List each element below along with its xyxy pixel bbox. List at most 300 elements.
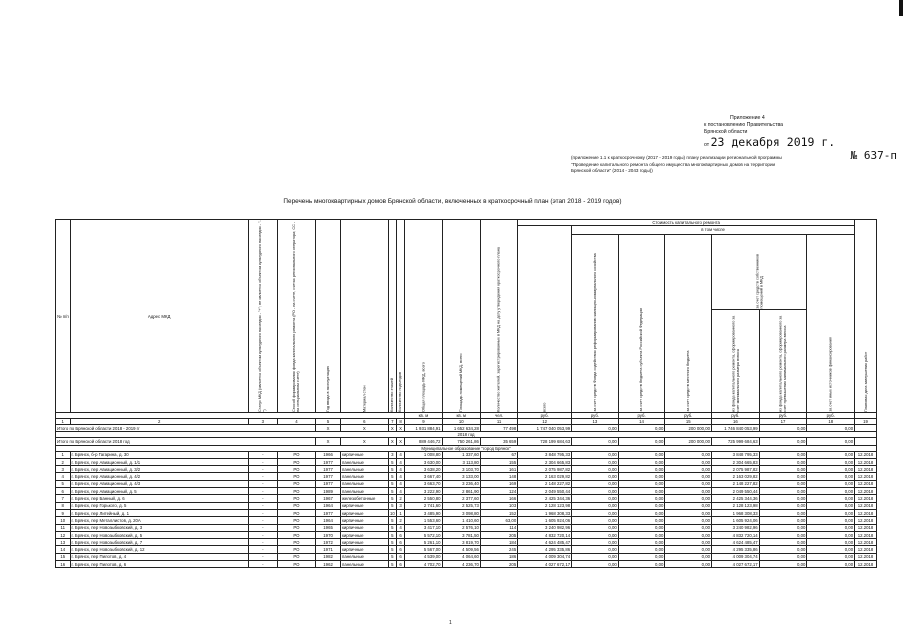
row-method: РО — [277, 553, 315, 560]
total-all-over: 0,00 — [759, 425, 807, 432]
total-2018-other: 0,00 — [807, 438, 855, 445]
row-area-premises: 2 525,73 — [442, 502, 480, 509]
row-fund-tsg: 0,00 — [572, 458, 619, 465]
row-fund-other: 0,00 — [807, 546, 855, 553]
row-num: 6 — [56, 488, 71, 495]
row-deadline: 12.2018 — [855, 466, 877, 473]
row-address: г. Брянск, б-р Гагарина, д. 30 — [70, 451, 248, 458]
total-all-tsg: 0,00 — [572, 425, 619, 432]
row-material: панельные — [341, 488, 389, 495]
total-2018-min: 725 999 684,63 — [712, 438, 760, 445]
table-row — [56, 553, 877, 560]
row-fund-min: 1 605 924,06 — [712, 517, 760, 524]
row-residents: 166 — [480, 495, 517, 502]
row-deadline: 12.2018 — [855, 480, 877, 487]
row-area-premises: 4 236,70 — [442, 561, 480, 568]
row-cost-total: 4 832 720,14 — [518, 531, 572, 538]
row-fund-local: 0,00 — [665, 502, 712, 509]
table-row — [56, 539, 877, 546]
row-material: кирпичные — [341, 539, 389, 546]
row-address: г. Брянск, пер Новозыбковский, д. 5 — [70, 531, 248, 538]
header-incl: в том числе — [572, 226, 855, 235]
row-material: панельные — [341, 480, 389, 487]
row-fund-tsg: 0,00 — [572, 473, 619, 480]
row-cost-total: 3 240 982,96 — [518, 524, 572, 531]
row-area-total: 3 663,70 — [405, 480, 442, 487]
annex-prefix: от — [704, 142, 710, 148]
row-entrances: 6 — [396, 561, 404, 568]
row-area-total: 3 667,40 — [405, 473, 442, 480]
column-number: 19 — [855, 419, 877, 425]
row-material: панельные — [341, 561, 389, 568]
header-residents: Количество жителей, зарегистрированных в МКД на дату утверждения краткосрочного плана — [480, 220, 517, 413]
row-fund-other: 0,00 — [807, 466, 855, 473]
column-number: 7 — [388, 419, 396, 425]
row-material: кирпичные — [341, 451, 389, 458]
total-all-cost: 1 747 040 053,99 — [518, 425, 572, 432]
row-fund-local: 0,00 — [665, 553, 712, 560]
row-fund-min: 4 009 304,74 — [712, 553, 760, 560]
row-fund-federal: 0,00 — [618, 531, 665, 538]
row-fund-over: 0,00 — [759, 495, 807, 502]
total-all-area: 1 931 884,91 — [405, 425, 442, 432]
unit-r4: руб. — [665, 413, 712, 419]
table-row — [56, 517, 877, 524]
row-fund-over: 0,00 — [759, 458, 807, 465]
row-area-premises: 2 377,60 — [442, 495, 480, 502]
row-floors: 5 — [388, 524, 396, 531]
row-cost-total: 2 304 665,83 — [518, 458, 572, 465]
row-num: 4 — [56, 473, 71, 480]
row-floors: 5 — [388, 480, 396, 487]
row-num: 9 — [56, 509, 71, 516]
row-fund-federal: 0,00 — [618, 539, 665, 546]
document-title: Перечень многоквартирных домов Брянской области, включенных в краткосрочный план (этап 2018 - 2019 годов) — [283, 198, 622, 205]
row-fund-other: 0,00 — [807, 451, 855, 458]
row-fund-over: 0,00 — [759, 502, 807, 509]
row-status: - — [248, 524, 277, 531]
row-deadline: 12.2018 — [855, 517, 877, 524]
column-number: 1 — [56, 419, 71, 425]
row-floors: 3 — [388, 451, 396, 458]
total-2018-over: 0,00 — [759, 438, 807, 445]
row-entrances: 4 — [396, 451, 404, 458]
table-row — [56, 451, 877, 458]
row-fund-other: 0,00 — [807, 553, 855, 560]
row-fund-local: 0,00 — [665, 561, 712, 568]
row-fund-other: 0,00 — [807, 458, 855, 465]
row-status: - — [248, 531, 277, 538]
row-fund-min: 3 848 795,33 — [712, 451, 760, 458]
unit-r3: руб. — [618, 413, 665, 419]
header-deadline: Плановая дата завершения работ — [855, 220, 877, 413]
row-cost-total: 2 425 344,36 — [518, 495, 572, 502]
row-fund-over: 0,00 — [759, 561, 807, 568]
row-fund-other: 0,00 — [807, 502, 855, 509]
annex-note-line2: "Проведение капитального ремонта общего имущества многоквартирных домов на территории — [571, 161, 776, 167]
row-fund-federal: 0,00 — [618, 458, 665, 465]
row-fund-tsg: 0,00 — [572, 517, 619, 524]
row-status: - — [248, 458, 277, 465]
row-fund-federal: 0,00 — [618, 451, 665, 458]
table-row — [56, 495, 877, 502]
row-year: 1982 — [316, 553, 341, 560]
row-area-premises: 3 103,70 — [442, 466, 480, 473]
row-fund-other: 0,00 — [807, 488, 855, 495]
total-2018-area: 889 446,72 — [405, 438, 442, 445]
row-year: 1977 — [316, 458, 341, 465]
row-method: РО — [277, 509, 315, 516]
row-status: - — [248, 517, 277, 524]
row-fund-min: 2 128 123,98 — [712, 502, 760, 509]
row-area-premises: 3 098,80 — [442, 509, 480, 516]
row-num: 8 — [56, 502, 71, 509]
column-number: 3 — [248, 419, 277, 425]
row-address: г. Брянск, пер Горького, д. 5 — [70, 502, 248, 509]
row-entrances: 4 — [396, 488, 404, 495]
row-fund-federal: 0,00 — [618, 473, 665, 480]
table-row — [56, 473, 877, 480]
annex-number: № 637-п — [850, 149, 897, 162]
row-cost-total: 2 075 987,82 — [518, 466, 572, 473]
total-all-other: 0,00 — [807, 425, 855, 432]
row-method: РО — [277, 488, 315, 495]
header-method: Способ формирования фонда капитального ремонта (РО - на счете, счетах регионального оператора; СС - на специальном счете) — [277, 220, 315, 413]
row-cost-total: 2 163 029,82 — [518, 473, 572, 480]
row-residents: 67 — [480, 451, 517, 458]
table-row — [56, 546, 877, 553]
row-residents: 205 — [480, 561, 517, 568]
row-residents: 155 — [480, 458, 517, 465]
row-cost-total: 1 968 308,33 — [518, 509, 572, 516]
row-deadline: 12.2018 — [855, 531, 877, 538]
row-fund-min: 4 624 485,47 — [712, 539, 760, 546]
row-fund-federal: 0,00 — [618, 524, 665, 531]
row-material: кирпичные — [341, 531, 389, 538]
row-floors: 5 — [388, 473, 396, 480]
row-entrances: 4 — [396, 524, 404, 531]
column-number: 18 — [807, 419, 855, 425]
table-row — [56, 561, 877, 568]
column-number: 8 — [396, 419, 404, 425]
row-status: - — [248, 480, 277, 487]
row-area-premises: 3 819,70 — [442, 539, 480, 546]
row-method: РО — [277, 517, 315, 524]
row-cost-total: 2 128 123,98 — [518, 502, 572, 509]
column-number: 6 — [341, 419, 389, 425]
row-method: РО — [277, 539, 315, 546]
row-fund-tsg: 0,00 — [572, 524, 619, 531]
column-number: 9 — [405, 419, 442, 425]
row-residents: 124 — [480, 488, 517, 495]
row-deadline: 12.2018 — [855, 546, 877, 553]
total-2018-local: 200 000,00 — [665, 438, 712, 445]
annex-line1: Приложение 4 — [730, 115, 765, 121]
row-fund-local: 0,00 — [665, 466, 712, 473]
row-entrances: 6 — [396, 539, 404, 546]
houses-table — [55, 219, 877, 568]
row-residents: 161 — [480, 466, 517, 473]
row-area-total: 3 630,00 — [405, 458, 442, 465]
row-address: г. Брянск, пер Авиационный, д. 3/2 — [70, 466, 248, 473]
row-status: - — [248, 473, 277, 480]
row-status: - — [248, 488, 277, 495]
row-residents: 184 — [480, 539, 517, 546]
row-cost-total: 2 148 227,82 — [518, 480, 572, 487]
row-material: кирпичные — [341, 524, 389, 531]
column-number: 4 — [277, 419, 315, 425]
row-method: РО — [277, 458, 315, 465]
unit-r6: руб. — [759, 413, 807, 419]
row-year: 1977 — [316, 509, 341, 516]
row-method: РО — [277, 546, 315, 553]
row-material: панельные — [341, 466, 389, 473]
row-year: 1962 — [316, 561, 341, 568]
row-entrances: 4 — [396, 473, 404, 480]
row-fund-federal: 0,00 — [618, 517, 665, 524]
row-residents: 148 — [480, 473, 517, 480]
table-row — [56, 531, 877, 538]
row-address: г. Брянск, пер Новозыбковский, д. 12 — [70, 546, 248, 553]
total-all-x5: X — [316, 425, 341, 432]
header-num: № п/п — [56, 220, 71, 413]
row-fund-min: 3 240 982,96 — [712, 524, 760, 531]
row-area-premises: 3 113,80 — [442, 458, 480, 465]
column-number: 5 — [316, 419, 341, 425]
table-row — [56, 466, 877, 473]
total-all-label: Итого по Брянской области 2018 - 2019 гг — [56, 425, 316, 432]
total-all-local: 200 000,00 — [665, 425, 712, 432]
row-num: 15 — [56, 553, 71, 560]
row-fund-federal: 0,00 — [618, 495, 665, 502]
row-deadline: 12.2018 — [855, 488, 877, 495]
row-area-total: 1 553,60 — [405, 517, 442, 524]
header-fund-tsg: за счет средств Фонда содействия реформированию жилищно-коммунального хозяйства — [572, 234, 619, 413]
row-area-total: 4 702,70 — [405, 561, 442, 568]
row-method: РО — [277, 561, 315, 568]
row-address: г. Брянск, пер Новозыбковский, д. 3 — [70, 524, 248, 531]
row-fund-min: 2 163 029,82 — [712, 473, 760, 480]
row-fund-min: 2 425 344,36 — [712, 495, 760, 502]
row-num: 3 — [56, 466, 71, 473]
header-status: Статус МКД (является объектом культурного наследия - "+"; не является объектом культурного наследия - "-") — [248, 220, 277, 413]
annex-note-line3: Брянской области" (2014 - 2043 годы)) — [571, 168, 653, 174]
row-address: г. Брянск, пер Авиационный, д. 4/2 — [70, 473, 248, 480]
row-num: 16 — [56, 561, 71, 568]
row-fund-tsg: 0,00 — [572, 495, 619, 502]
row-num: 13 — [56, 539, 71, 546]
row-fund-other: 0,00 — [807, 495, 855, 502]
row-address: г. Брянск, пер Авиационный, д. 5 — [70, 488, 248, 495]
row-cost-total: 3 848 795,33 — [518, 451, 572, 458]
row-floors: 5 — [388, 553, 396, 560]
row-fund-local: 0,00 — [665, 517, 712, 524]
table-row — [56, 509, 877, 516]
row-floors: 5 — [388, 495, 396, 502]
row-entrances: 1 — [396, 509, 404, 516]
row-cost-total: 4 027 672,17 — [518, 561, 572, 568]
row-fund-min: 2 304 665,83 — [712, 458, 760, 465]
row-fund-tsg: 0,00 — [572, 546, 619, 553]
header-fund-federal: за счет средств бюджета субъекта Российской Федерации — [618, 234, 665, 413]
header-cost-group: Стоимость капитального ремонта — [518, 220, 855, 226]
row-num: 2 — [56, 458, 71, 465]
header-area-total: Общая площадь МКД, всего — [405, 220, 442, 413]
row-fund-other: 0,00 — [807, 473, 855, 480]
row-floors: 5 — [388, 466, 396, 473]
column-number: 17 — [759, 419, 807, 425]
annex-note-line1: (приложение 1.1 к краткосрочному (2017 - 2019 годы) плану реализации региональной программы — [571, 155, 782, 160]
header-floors: Количество этажей — [388, 220, 396, 413]
row-year: 1977 — [316, 473, 341, 480]
row-fund-min: 2 148 227,82 — [712, 480, 760, 487]
row-fund-min: 4 295 335,86 — [712, 546, 760, 553]
column-number: 13 — [572, 419, 619, 425]
row-fund-local: 0,00 — [665, 473, 712, 480]
row-status: - — [248, 553, 277, 560]
total-2018-fed: 0,00 — [618, 438, 665, 445]
row-fund-min: 2 049 550,44 — [712, 488, 760, 495]
row-address: г. Брянск, пер Литейный, д. 1 — [70, 509, 248, 516]
row-deadline: 12.2018 — [855, 451, 877, 458]
row-area-total: 5 572,10 — [405, 531, 442, 538]
column-number: 11 — [480, 419, 517, 425]
row-year: 1972 — [316, 539, 341, 546]
row-floors: 10 — [389, 510, 395, 516]
table-row — [56, 480, 877, 487]
row-floors: 5 — [388, 517, 396, 524]
row-entrances: 6 — [396, 531, 404, 538]
row-num: 11 — [56, 524, 71, 531]
row-fund-local: 0,00 — [665, 509, 712, 516]
header-entrances: Количество подъездов — [396, 220, 404, 413]
row-year: 1970 — [316, 531, 341, 538]
row-fund-tsg: 0,00 — [572, 561, 619, 568]
header-fund-min: из фонда капитального ремонта, сформированного за счет минимального размера взноса — [712, 310, 760, 413]
row-floors: 5 — [388, 502, 396, 509]
row-fund-local: 0,00 — [665, 539, 712, 546]
row-entrances: 4 — [396, 458, 404, 465]
row-address: г. Брянск, пер Пилотов, д. 6 — [70, 561, 248, 568]
row-fund-tsg: 0,00 — [572, 539, 619, 546]
row-deadline: 12.2018 — [855, 539, 877, 546]
annex-line2: к постановлению Правительства — [704, 122, 784, 128]
total-all-fed: 0,00 — [618, 425, 665, 432]
column-number: 16 — [712, 419, 760, 425]
total-all-min: 1 746 840 053,99 — [712, 425, 760, 432]
row-fund-local: 0,00 — [665, 488, 712, 495]
row-fund-federal: 0,00 — [618, 553, 665, 560]
row-entrances: 4 — [396, 466, 404, 473]
total-2018-x5: X — [316, 438, 341, 445]
row-num: 1 — [56, 451, 71, 458]
row-year: 1989 — [316, 488, 341, 495]
row-material: кирпичные — [341, 509, 389, 516]
row-num: 7 — [56, 495, 71, 502]
row-fund-other: 0,00 — [807, 509, 855, 516]
row-fund-over: 0,00 — [759, 524, 807, 531]
row-fund-over: 0,00 — [759, 488, 807, 495]
header-fund-local: за счет средств местного бюджета — [665, 234, 712, 413]
row-address: г. Брянск, пер Авиационный, д. 4/3 — [70, 480, 248, 487]
annex-line3: Брянской области — [704, 129, 748, 135]
row-status: - — [248, 546, 277, 553]
row-cost-total: 4 295 335,86 — [518, 546, 572, 553]
table-row — [56, 488, 877, 495]
row-fund-tsg: 0,00 — [572, 531, 619, 538]
row-deadline: 12.2018 — [855, 524, 877, 531]
row-fund-over: 0,00 — [759, 473, 807, 480]
row-fund-min: 4 027 672,17 — [712, 561, 760, 568]
row-cost-total: 1 605 924,06 — [518, 517, 572, 524]
page-number: 1 — [449, 620, 452, 626]
row-floors: 5 — [388, 531, 396, 538]
unit-r5: руб. — [712, 413, 760, 419]
row-entrances: 2 — [396, 517, 404, 524]
row-residents: 103 — [480, 502, 517, 509]
row-fund-other: 0,00 — [807, 531, 855, 538]
row-fund-other: 0,00 — [807, 539, 855, 546]
row-area-premises: 4 509,56 — [442, 546, 480, 553]
row-entrances: 4 — [396, 480, 404, 487]
row-address: г. Брянск, пер Пилотов, д. 4 — [70, 553, 248, 560]
header-address: Адрес МКД — [70, 220, 248, 413]
row-fund-federal: 0,00 — [618, 509, 665, 516]
total-2018-label: Итого по Брянской области 2018 год — [56, 438, 316, 445]
total-2018-residents: 35 659 — [480, 438, 517, 445]
row-year: 1977 — [316, 480, 341, 487]
row-material: кирпичные — [341, 546, 389, 553]
row-area-total: 3 222,90 — [405, 488, 442, 495]
row-method: РО — [277, 473, 315, 480]
row-fund-federal: 0,00 — [618, 561, 665, 568]
row-area-premises: 3 236,40 — [442, 480, 480, 487]
row-area-total: 3 638,20 — [405, 466, 442, 473]
row-status: - — [248, 539, 277, 546]
row-material: панельные — [341, 553, 389, 560]
row-num: 12 — [56, 531, 71, 538]
row-fund-over: 0,00 — [759, 466, 807, 473]
row-floors: 5 — [388, 539, 396, 546]
row-address: г. Брянск, пер Новозыбковский, д. 7 — [70, 539, 248, 546]
row-cost-total: 2 049 550,44 — [518, 488, 572, 495]
row-status: - — [248, 466, 277, 473]
row-area-premises: 1 410,60 — [442, 517, 480, 524]
row-method: РО — [277, 480, 315, 487]
row-area-total: 3 417,10 — [405, 524, 442, 531]
row-area-total: 5 261,10 — [405, 539, 442, 546]
total-2018-x6: X — [341, 438, 389, 445]
table-row — [56, 458, 877, 465]
row-area-premises: 1 337,60 — [442, 451, 480, 458]
row-fund-tsg: 0,00 — [572, 553, 619, 560]
row-fund-other: 0,00 — [807, 480, 855, 487]
row-material: панельные — [341, 473, 389, 480]
row-address: г. Брянск, пер Банный, д. 6 — [70, 495, 248, 502]
annex-note — [571, 149, 897, 175]
header-fund-owners: за счет средств собственников помещений в МКД — [712, 234, 807, 310]
row-cost-total: 4 009 304,74 — [518, 553, 572, 560]
row-year: 1966 — [316, 451, 341, 458]
row-fund-over: 0,00 — [759, 517, 807, 524]
unit-r2: руб. — [572, 413, 619, 419]
row-num: 14 — [56, 546, 71, 553]
unit-people: чел. — [480, 413, 517, 419]
row-deadline: 12.2018 — [855, 473, 877, 480]
total-2018-x7: X — [388, 438, 396, 445]
row-fund-other: 0,00 — [807, 517, 855, 524]
row-num: 10 — [56, 517, 71, 524]
